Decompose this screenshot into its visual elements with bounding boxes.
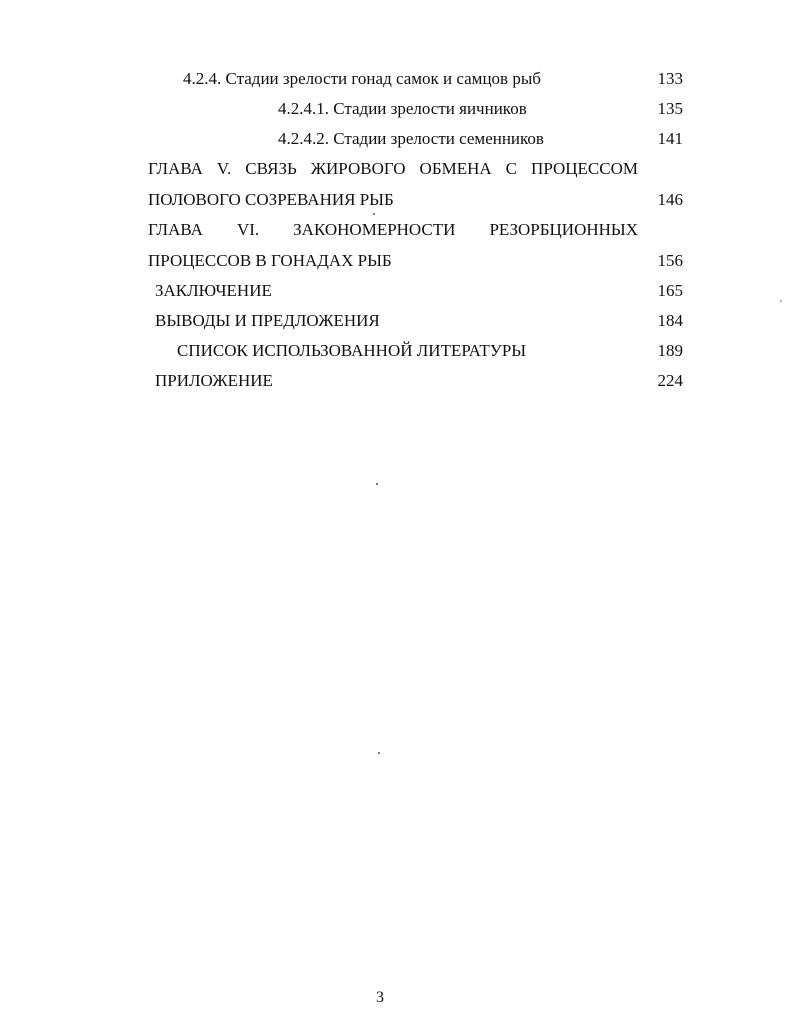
toc-entry-title: ЗАКЛЮЧЕНИЕ bbox=[155, 281, 272, 300]
toc-entry-page: 135 bbox=[657, 99, 683, 118]
scan-speck bbox=[378, 752, 380, 754]
toc-chapter-title-line1: ГЛАВА VI. ЗАКОНОМЕРНОСТИ РЕЗОРБЦИОННЫХ bbox=[148, 220, 638, 239]
toc-entry-page: 156 bbox=[657, 251, 683, 270]
toc-entry-title: 4.2.4.2. Стадии зрелости семенников bbox=[278, 129, 544, 148]
toc-entry-title: ВЫВОДЫ И ПРЕДЛОЖЕНИЯ bbox=[155, 311, 380, 330]
toc-entry-page: 184 bbox=[657, 311, 683, 330]
toc-entry-page: 141 bbox=[657, 129, 683, 148]
scan-speck bbox=[376, 483, 378, 485]
toc-chapter-title-line2: ПРОЦЕССОВ В ГОНАДАХ РЫБ bbox=[148, 251, 392, 270]
toc-entry-page: 146 bbox=[657, 190, 683, 209]
scan-speck bbox=[373, 213, 375, 215]
toc-entry-title: ПРИЛОЖЕНИЕ bbox=[155, 371, 273, 390]
toc-chapter-title-line2: ПОЛОВОГО СОЗРЕВАНИЯ РЫБ bbox=[148, 190, 394, 209]
toc-entry-title: СПИСОК ИСПОЛЬЗОВАННОЙ ЛИТЕРАТУРЫ bbox=[177, 341, 527, 360]
toc-entry-page: 189 bbox=[657, 341, 683, 360]
toc-entry-page: 165 bbox=[657, 281, 683, 300]
toc-entry-title: 4.2.4.1. Стадии зрелости яичников bbox=[278, 99, 527, 118]
toc-entry-title: 4.2.4. Стадии зрелости гонад самок и самцов рыб bbox=[183, 69, 541, 88]
toc-chapter-title-line1: ГЛАВА V. СВЯЗЬ ЖИРОВОГО ОБМЕНА С ПРОЦЕССОМ bbox=[148, 159, 638, 178]
toc-entry-page: 133 bbox=[657, 69, 683, 88]
scan-speck bbox=[780, 300, 782, 302]
toc-entry-page: 224 bbox=[657, 371, 683, 390]
page-number: 3 bbox=[376, 989, 384, 1006]
